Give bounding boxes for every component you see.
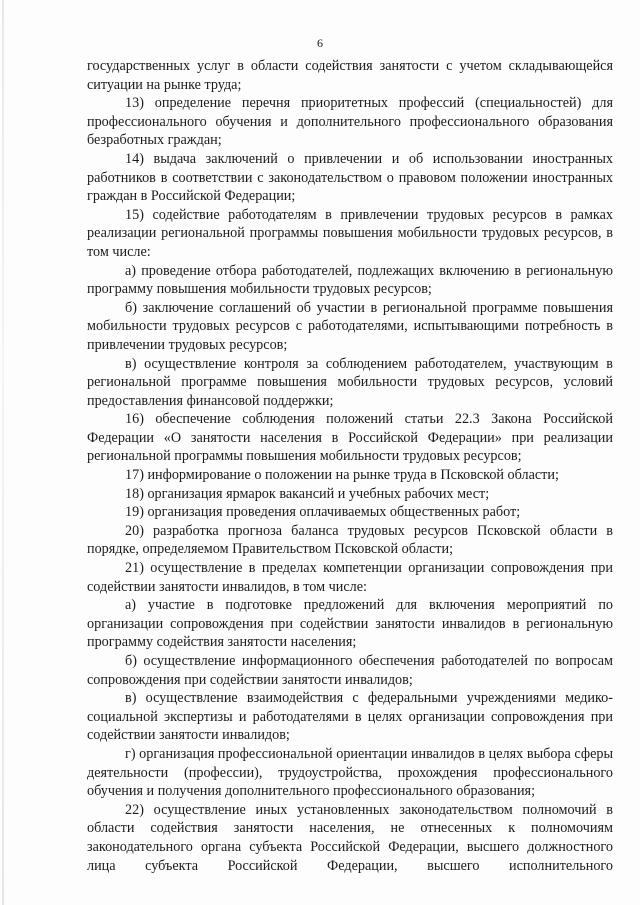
paragraph-item-21d: г) организация профессиональной ориентации инвалидов в целях выбора сферы деятельности (профессии), трудоустройства, прохождения профессионального обучения и получения дополнительного профессионального образования; — [87, 745, 613, 800]
paragraph-item-15c: в) осуществление контроля за соблюдением работодателем, участвующим в региональной программе повышения мобильности трудовых ресурсов, условий предоставления финансовой поддержки; — [87, 355, 613, 409]
paragraph-item-19: 19) организация проведения оплачиваемых общественных работ; — [125, 504, 521, 521]
paragraph-item-17: 17) информирование о положении на рынке труда в Псковской области; — [125, 467, 559, 484]
paragraph-item-22: 22) осуществление иных установленных законодательством полномочий в области содействия занятости населения, не отнесенных к полномочиям законодательного органа субъекта Российской Федерации, высшего должностного лица субъекта Российской Федерации, высшего исполнительного — [87, 801, 613, 874]
paragraph-item-16: 16) обеспечение соблюдения положений статьи 22.3 Закона Российской Федерации «О занятости населения в Российской Федерации» при реализации региональной программы повышения мобильности трудовых ресурсов; — [87, 411, 613, 465]
scan-edge-shadow — [2, 0, 4, 905]
paragraph-item-15b: б) заключение соглашений об участии в региональной программе повышения мобильности трудовых ресурсов с работодателями, испытывающими потребность в привлечении трудовых ресурсов; — [87, 299, 613, 353]
paragraph-item-14: 14) выдача заключений о привлечении и об использовании иностранных работников в соответствии с законодательством о правовом положении иностранных граждан в Российской Федерации; — [87, 150, 613, 205]
paragraph-intro-continuation: государственных услуг в области содействия занятости с учетом складывающейся ситуации на рынке труда; — [87, 58, 613, 93]
paragraph-item-21: 21) осуществление в пределах компетенции организации сопровождения при содействии занятости инвалидов, в том числе: — [87, 560, 613, 595]
paragraph-item-20: 20) разработка прогноза баланса трудовых ресурсов Псковской области в порядке, определяемом Правительством Псковской области; — [87, 522, 613, 558]
paragraph-item-18: 18) организация ярмарок вакансий и учебных рабочих мест; — [125, 485, 490, 502]
paragraph-item-13: 13) определение перечня приоритетных профессий (специальностей) для профессионального обучения и дополнительного профессионального образования безработных граждан; — [87, 95, 613, 149]
document-body — [87, 57, 613, 875]
page-number: 6 — [317, 36, 323, 50]
paragraph-item-21c: в) осуществление взаимодействия с федеральными учреждениями медико-социальной экспертизы и работодателями в целях организации сопровождения при содействии занятости инвалидов; — [87, 690, 613, 744]
paragraph-item-21b: б) осуществление информационного обеспечения работодателей по вопросам сопровождения при содействии занятости инвалидов; — [87, 653, 613, 688]
paragraph-item-15: 15) содействие работодателям в привлечении трудовых ресурсов в рамках реализации региональной программы повышения мобильности трудовых ресурсов, в том числе: — [87, 206, 613, 260]
paragraph-item-15a: а) проведение отбора работодателей, подлежащих включению в региональную программу повышения мобильности трудовых ресурсов; — [87, 262, 613, 298]
paragraph-item-21a: а) участие в подготовке предложений для включения мероприятий по организации сопровождения при содействии занятости инвалидов в региональную программу содействия занятости населения; — [87, 597, 613, 651]
